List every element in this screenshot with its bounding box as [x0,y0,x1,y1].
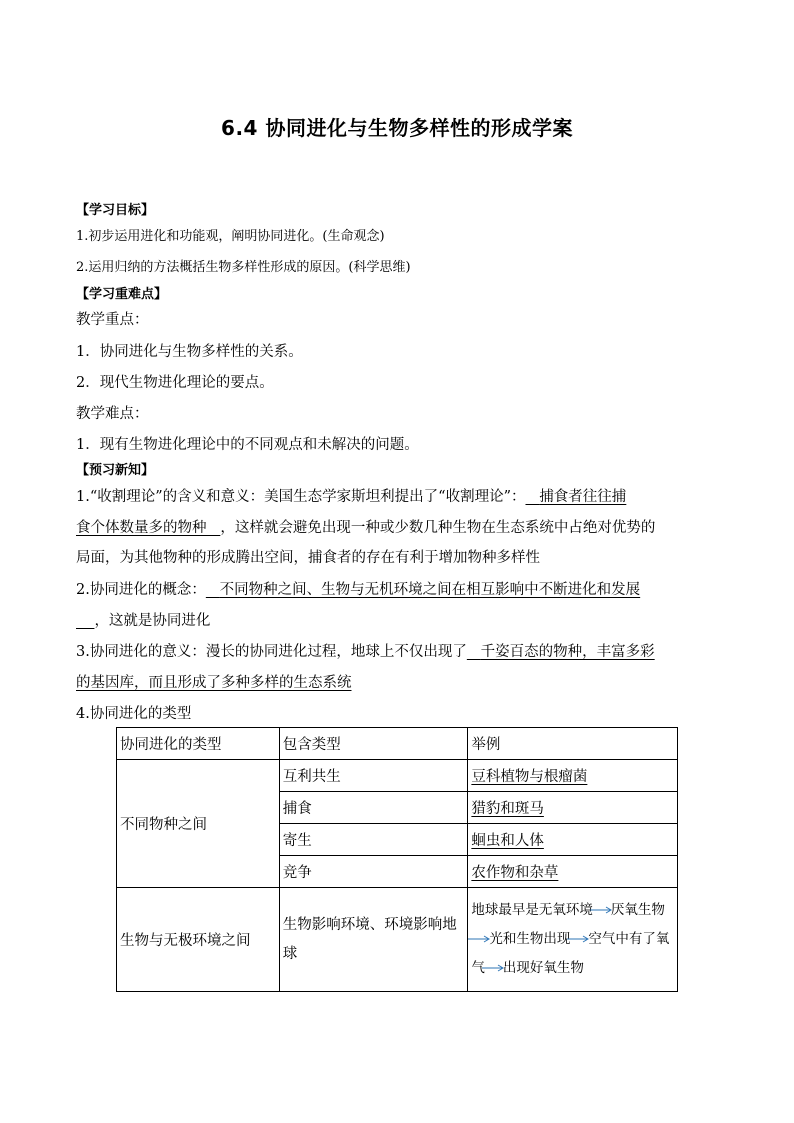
coevolution-types-table [116,727,678,992]
table-header-row [117,728,678,760]
example-cell: 农作物和杂草 [468,856,678,888]
q4-label: 4.协同进化的类型 [76,706,192,722]
difficulty-label: 教学难点： [76,406,149,422]
q3-line-1 [76,640,655,661]
q3-answer-a: 千姿百态的物种，丰富多彩 [480,644,655,660]
group-label: 生物与无极环境之间 [117,888,280,992]
focus-label: 教学重点： [76,312,149,328]
kind-cell: 互利共生 [279,760,468,792]
q2-prefix: 2.协同进化的概念： [76,582,206,598]
kind-cell: 寄生 [279,824,468,856]
q3-answer-b: 的基因库，而且形成了多种多样的生态系统 [76,675,352,691]
kind-cell: 竞争 [279,856,468,888]
objective-item: 1.初步运用进化和功能观，阐明协同进化。(生命观念) [76,229,385,244]
q1-answer-b: 食个体数量多的物种 [76,520,207,536]
difficulty-item: 1．现有生物进化理论中的不同观点和未解决的问题。 [76,437,419,453]
q2-line-2 [76,609,210,630]
arrow-right-icon [481,963,507,973]
objectives-heading: 【学习目标】 [76,203,155,218]
q2-answer-tail [76,613,94,629]
arrow-right-icon [566,934,592,944]
kind-cell: 生物影响环境、环境影响地球 [279,888,468,992]
example-cell: 蛔虫和人体 [468,824,678,856]
table-header-cell: 协同进化的类型 [117,728,280,760]
arrow-right-icon [467,934,493,944]
q2-suffix: ，这就是协同进化 [94,613,211,629]
group-label: 不同物种之间 [117,760,280,888]
focus-item: 2．现代生物进化理论的要点。 [76,375,274,391]
q1-suffix: ，这样就会避免出现一种或少数几种生物在生态系统中占绝对优势的 [220,520,656,536]
table-row [117,760,678,792]
q3-prefix: 3.协同进化的意义：漫长的协同进化过程，地球上不仅出现了 [76,644,467,660]
table-header-cell: 包含类型 [279,728,468,760]
key-points-heading: 【学习重难点】 [76,287,168,302]
q1-line-1 [76,485,626,506]
q1-answer-a: 捕食者往往捕 [539,489,627,505]
q1-prefix: 1.“收割理论”的含义和意义：美国生态学家斯坦利提出了“收割理论”： [76,489,526,505]
example-cell: 猎豹和斑马 [468,792,678,824]
objective-item: 2.运用归纳的方法概括生物多样性形成的原因。(科学思维) [76,260,411,275]
q2-line-1 [76,578,640,599]
q1-line-2 [76,516,655,537]
q2-answer: 不同物种之间、生物与无机环境之间在相互影响中不断进化和发展 [219,582,641,598]
page-title: 6.4 协同进化与生物多样性的形成学案 [221,116,573,140]
example-cell: 豆科植物与根瘤菌 [468,760,678,792]
arrow-right-icon [589,905,615,915]
table-row [117,888,678,992]
table-header-cell: 举例 [468,728,678,760]
q1-line-3: 局面，为其他物种的形成腾出空间，捕食者的存在有利于增加物种多样性 [76,550,540,566]
preview-heading: 【预习新知】 [76,463,155,478]
example-cell: 地球最早是无氧环境 厌氧生物 光和生物出现 空气中有了氧气 出现好氧生物 [468,888,678,992]
q3-line-2 [76,671,352,692]
focus-item: 1．协同进化与生物多样性的关系。 [76,344,303,360]
kind-cell: 捕食 [279,792,468,824]
